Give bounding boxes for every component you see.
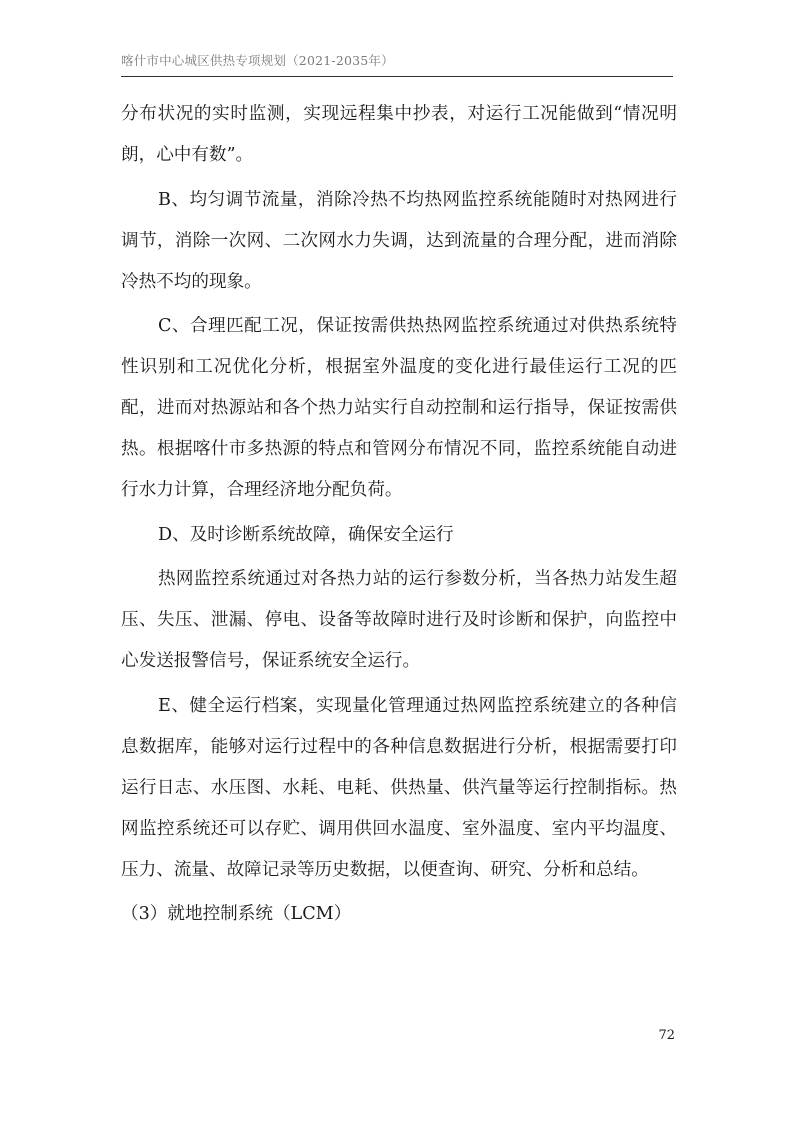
paragraph-item-e: E、健全运行档案，实现量化管理通过热网监控系统建立的各种信息数据库，能够对运行过程中的各种信息数据进行分析，根据需要打印运行日志、水压图、水耗、电耗、供热量、供汽量等运行控制指标。热网监控系统还可以存贮、调用供回水温度、室外温度、室内平均温度、压力、流量、故障记录等历史数据，以便查询、研究、分析和总结。	[121, 695, 677, 880]
paragraph-item-c: C、合理匹配工况，保证按需供热热网监控系统通过对供热系统特性识别和工况优化分析，根据室外温度的变化进行最佳运行工况的匹配，进而对热源站和各个热力站实行自动控制和运行指导，保证按需供热。根据喀什市多热源的特点和管网分布情况不同，监控系统能自动进行水力计算，合理经济地分配负荷。	[121, 316, 677, 500]
paragraph-item-d-heading: D、及时诊断系统故障，确保安全运行	[158, 524, 454, 545]
paragraph-continuation: 分布状况的实时监测，实现远程集中抄表，对运行工况能做到“情况明朗，心中有数”。	[121, 104, 677, 165]
page-header	[121, 50, 673, 77]
section-heading-lcm: （3）就地控制系统（LCM）	[121, 904, 352, 924]
paragraph-item-d-body: 热网监控系统通过对各热力站的运行参数分析，当各热力站发生超压、失压、泄漏、停电、设备等故障时进行及时诊断和保护，向监控中心发送报警信号，保证系统安全运行。	[121, 569, 677, 671]
paragraph-item-b: B、均匀调节流量，消除冷热不均热网监控系统能随时对热网进行调节，消除一次网、二次网水力失调，达到流量的合理分配，进而消除冷热不均的现象。	[121, 189, 677, 292]
header-title: 喀什市中心城区供热专项规划（2021-2035年）	[121, 53, 394, 68]
page-number: 72	[658, 1028, 675, 1043]
document-body	[121, 94, 677, 939]
